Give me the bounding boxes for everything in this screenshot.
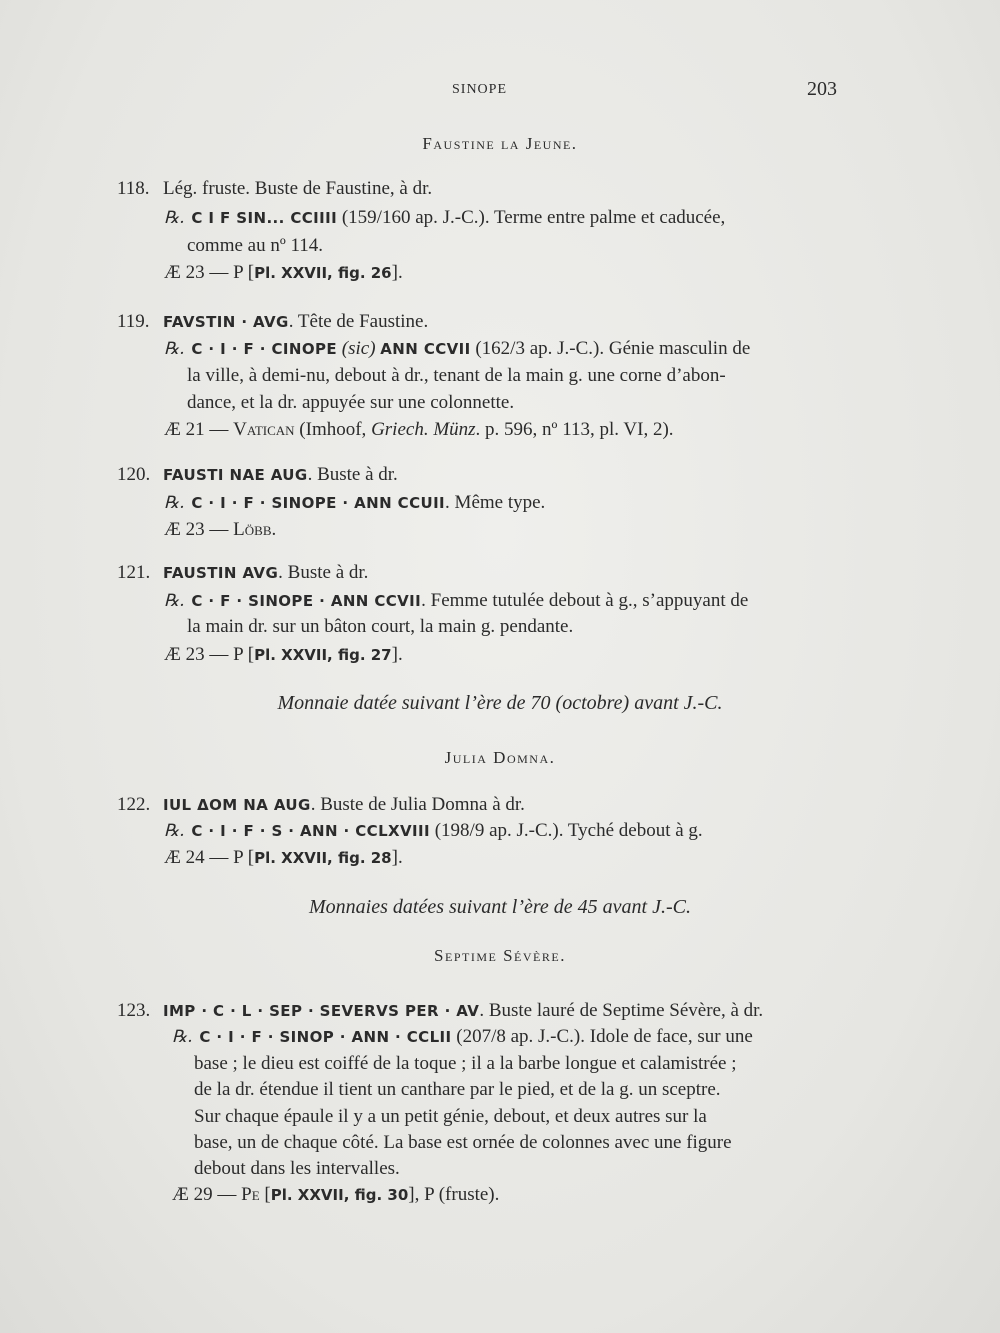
reverse-legend-date: ANN CCVII	[380, 340, 471, 358]
entry-123-obverse	[117, 998, 763, 1024]
entry-number: 118.	[117, 178, 150, 199]
collection-name: Löbb.	[233, 519, 277, 540]
reverse-mark: ℞.	[164, 493, 185, 513]
era-heading-70: Monnaie datée suivant l’ère de 70 (octobre) avant J.-C.	[277, 692, 723, 714]
obverse-description: . Tête de Faustine.	[288, 311, 429, 332]
entry-number: 121.	[117, 562, 151, 583]
entry-123-line4: de la dr. étendue il tient un canthare par le pied, et de la g. un sceptre.	[194, 1079, 721, 1100]
entry-number: 123.	[117, 1000, 151, 1021]
reverse-mark: ℞.	[172, 1027, 193, 1047]
entry-123-line7: debout dans les intervalles.	[194, 1158, 400, 1179]
reverse-description: . Même type.	[445, 492, 546, 513]
collection-name: Pe	[241, 1184, 260, 1205]
running-head	[0, 80, 1000, 104]
entry-122-metal: Æ 24 — P [Pl. XXVII, fig. 28].	[164, 847, 403, 868]
reverse-legend: C I F SIN... CCIIII	[191, 209, 338, 227]
entry-123-metal: Æ 29 — Pe [Pl. XXVII, fig. 30], P (fruste).	[172, 1184, 500, 1205]
obverse-legend: IUL ΔOM NA AUG	[163, 796, 311, 814]
entry-120-obverse	[117, 462, 398, 488]
section-heading-faustine: Faustine la Jeune.	[422, 134, 578, 153]
reverse-legend: C · I · F · S · ANN · CCLXVIII	[191, 822, 430, 840]
obverse-legend: FAUSTIN AVG	[163, 564, 279, 582]
reverse-mark: ℞.	[164, 339, 185, 359]
reverse-legend: C · I · F · SINOP · ANN · CCLII	[199, 1028, 452, 1046]
obverse-legend: IMP · C · L · SEP · SEVERVS PER · AV	[163, 1002, 480, 1020]
entry-122-obverse	[117, 792, 525, 818]
obverse-description: . Buste de Julia Domna à dr.	[310, 794, 525, 815]
entry-118-reverse-cont: comme au nº 114.	[187, 235, 324, 256]
obverse-description: . Buste à dr.	[307, 464, 398, 485]
obverse-description: . Buste à dr.	[278, 562, 369, 583]
entry-120-metal: Æ 23 — Löbb.	[164, 519, 277, 540]
obverse-description: . Buste lauré de Septime Sévère, à dr.	[479, 1000, 764, 1021]
obverse-description: Lég. fruste. Buste de Faustine, à dr.	[163, 178, 433, 199]
obverse-legend: FAUSTI NAE AUG	[163, 466, 308, 484]
entry-119-line4: dance, et la dr. appuyée sur une colonnette.	[187, 392, 515, 413]
reverse-mark: ℞.	[164, 208, 185, 228]
entry-123-line6: base, un de chaque côté. La base est ornée de colonnes avec une figure	[194, 1132, 732, 1153]
page-number: 203	[807, 78, 837, 100]
collection-name: Vatican	[233, 419, 295, 440]
reverse-mark: ℞.	[164, 591, 185, 611]
sic-note: (sic)	[341, 338, 376, 359]
reverse-mark: ℞.	[164, 821, 185, 841]
entry-number: 122.	[117, 794, 151, 815]
entry-121-reverse-cont: la main dr. sur un bâton court, la main g. pendante.	[187, 616, 574, 637]
reverse-legend: C · F · SINOPE · ANN CCVII	[191, 592, 422, 610]
entry-118-reverse	[164, 205, 725, 231]
obverse-legend: FAVSTIN · AVG	[163, 313, 289, 331]
plate-reference: Pl. XXVII, fig. 30	[270, 1186, 409, 1204]
reverse-description: (159/160 ap. J.-C.). Terme entre palme et caducée,	[337, 207, 726, 228]
entry-121-reverse	[164, 588, 748, 614]
entry-118-obverse	[117, 176, 432, 202]
reverse-description: . Femme tutulée debout à g., s’appuyant de	[421, 590, 749, 611]
entry-121-obverse	[117, 560, 368, 586]
entry-119-obverse	[117, 309, 428, 335]
reverse-description: (207/8 ap. J.-C.). Idole de face, sur une	[451, 1026, 753, 1047]
running-title: SINOPE	[452, 82, 508, 97]
entry-120-reverse	[164, 490, 545, 516]
reference-title: Griech. Münz	[371, 419, 476, 440]
reverse-legend: C · I · F · CINOPE	[191, 340, 338, 358]
entry-123-reverse	[172, 1024, 753, 1050]
plate-reference: Pl. XXVII, fig. 26	[254, 264, 392, 282]
entry-121-metal: Æ 23 — P [Pl. XXVII, fig. 27].	[164, 644, 403, 665]
entry-number: 120.	[117, 464, 151, 485]
plate-reference: Pl. XXVII, fig. 27	[254, 646, 392, 664]
reverse-legend: C · I · F · SINOPE · ANN CCUII	[191, 494, 446, 512]
entry-number: 119.	[117, 311, 150, 332]
plate-reference: Pl. XXVII, fig. 28	[254, 849, 392, 867]
entry-118-metal: Æ 23 — P [Pl. XXVII, fig. 26].	[164, 262, 403, 283]
reverse-description: (198/9 ap. J.-C.). Tyché debout à g.	[429, 820, 703, 841]
entry-119-metal: Æ 21 — Vatican (Imhoof, Griech. Münz. p. 596, nº 113, pl. VI, 2).	[164, 419, 674, 440]
entry-123-line5: Sur chaque épaule il y a un petit génie, debout, et deux autres sur la	[194, 1106, 707, 1127]
entry-122-reverse	[164, 818, 703, 844]
section-heading-septime: Septime Sévère.	[434, 946, 566, 965]
reverse-description: (162/3 ap. J.-C.). Génie masculin de	[470, 338, 751, 359]
entry-119-reverse	[164, 336, 750, 362]
section-heading-julia: Julia Domna.	[444, 748, 556, 767]
entry-123-line3: base ; le dieu est coiffé de la toque ; il a la barbe longue et calamistrée ;	[194, 1053, 737, 1074]
entry-119-line3: la ville, à demi-nu, debout à dr., tenant de la main g. une corne d’abon-	[187, 365, 726, 386]
era-heading-45: Monnaies datées suivant l’ère de 45 avant J.-C.	[309, 896, 691, 918]
